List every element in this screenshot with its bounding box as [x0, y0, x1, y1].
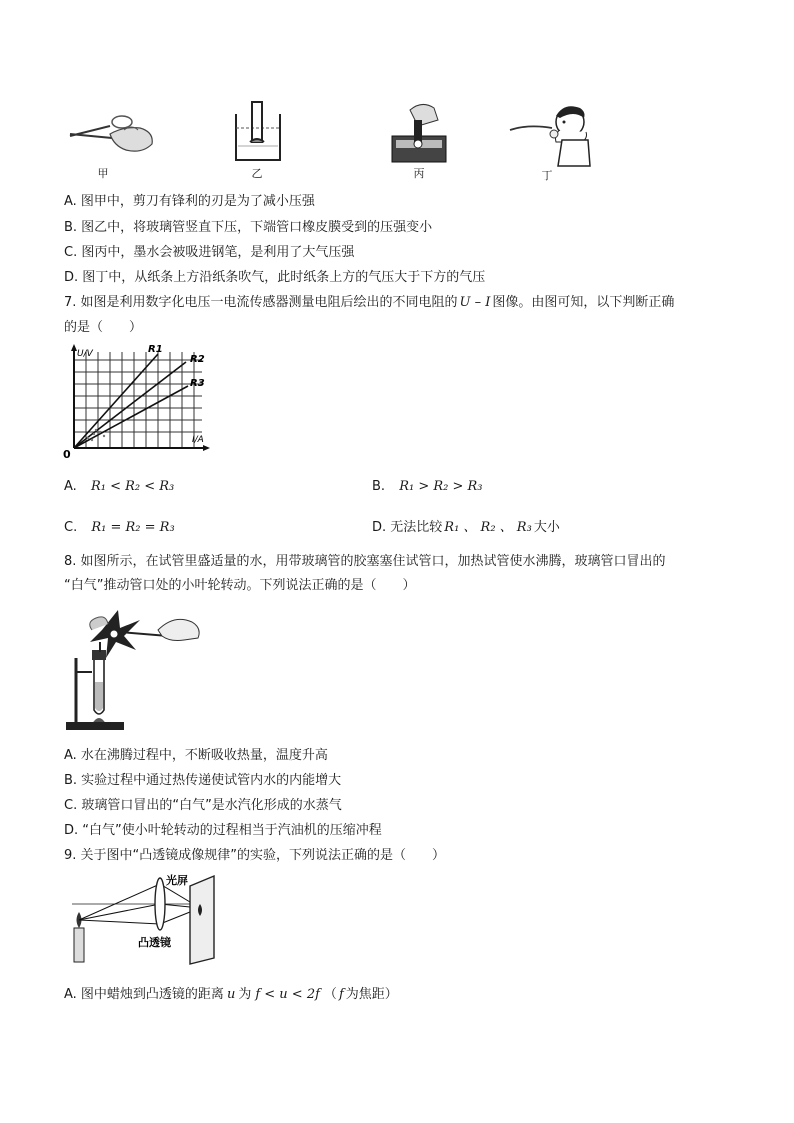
graph-origin-label: 0: [63, 448, 71, 461]
lens-experiment-lens-label: 凸透镜: [138, 936, 171, 949]
q7-option-c: [64, 519, 175, 537]
figure-bing-pen-ink: [388, 100, 450, 164]
q7-option-c-letter: C.: [64, 520, 78, 535]
q6-option-b: B. 图乙中，将玻璃管竖直下压，下端管口橡皮膜受到的压强变小: [64, 220, 433, 235]
figure-test-tube-pinwheel: [62, 602, 212, 734]
q7-option-b-math: R₁ > R₂ > R₃: [399, 479, 483, 494]
q9-option-a-text-3: （: [323, 987, 337, 1002]
q8-stem-line-2: “白气”推动管口处的小叶轮转动。下列说法正确的是（ ）: [64, 578, 416, 593]
figure-label-jia: 甲: [97, 167, 109, 180]
q7-option-d: [372, 519, 560, 537]
q7-option-d-text: D. 无法比较: [372, 520, 443, 535]
figure-ding-boy-blowing-paper: [508, 96, 598, 168]
q9-option-a-text-4: 为焦距）: [345, 987, 398, 1002]
q7-option-b: [372, 478, 483, 496]
q7-stem-end: 图像。由图可知，以下判断正确: [492, 295, 675, 310]
ui-graph: [62, 342, 212, 462]
q7-stem-line-2: 的是（ ）: [64, 320, 143, 335]
figure-label-yi: 乙: [251, 167, 263, 180]
q8-stem-line-1: 8. 如图所示，在试管里盛适量的水，用带玻璃管的胶塞塞住试管口，加热试管使水沸腾，玻璃管口冒出的: [64, 554, 666, 569]
q6-option-d: D. 图丁中，从纸条上方沿纸条吹气，此时纸条上方的气压大于下方的气压: [64, 270, 486, 285]
graph-label-r3: R3: [190, 378, 205, 389]
q7-stem-text: 7. 如图是利用数字化电压一电流传感器测量电阻后绘出的不同电阻的: [64, 295, 458, 310]
q7-option-a-math: R₁ < R₂ < R₃: [90, 479, 175, 494]
q7-option-d-end: 大小: [533, 520, 560, 535]
q7-stem-line-1: [64, 294, 674, 312]
figure-convex-lens-experiment: [62, 874, 222, 966]
q6-option-a: A. 图甲中，剪刀有锋利的刃是为了减小压强: [64, 194, 315, 209]
graph-label-r1: R1: [148, 344, 163, 355]
q7-option-c-math: R₁ = R₂ = R₃: [91, 520, 175, 535]
q9-option-a-text-2: 为: [238, 987, 252, 1002]
figure-label-ding: 丁: [541, 169, 553, 182]
graph-x-axis-label: I/A: [192, 435, 204, 445]
figure-yi-glass-tube-in-water: [228, 100, 288, 164]
graph-line-r2: [74, 362, 186, 448]
q8-option-b: B. 实验过程中通过热传递使试管内水的内能增大: [64, 773, 342, 788]
q8-option-c: C. 玻璃管口冒出的“白气”是水汽化形成的水蒸气: [64, 798, 342, 813]
q9-stem: 9. 关于图中“凸透镜成像规律”的实验，下列说法正确的是（ ）: [64, 848, 446, 863]
q9-option-a-math: f < u < 2f: [255, 987, 320, 1002]
q9-option-a-u: u: [226, 987, 236, 1002]
q8-option-d: D. “白气”使小叶轮转动的过程相当于汽油机的压缩冲程: [64, 823, 382, 838]
figure-jia-scissors: [62, 104, 162, 164]
q9-option-a-f: f: [338, 987, 344, 1002]
q9-option-a: [64, 986, 398, 1004]
graph-line-r3: [74, 386, 188, 448]
q9-option-a-text-1: A. 图中蜡烛到凸透镜的距离: [64, 987, 224, 1002]
graph-line-r1: [74, 354, 158, 448]
q7-stem-math: U – I: [459, 295, 491, 310]
q7-option-a: [64, 478, 174, 496]
q6-option-c: C. 图丙中，墨水会被吸进钢笔，是利用了大气压强: [64, 245, 355, 260]
graph-label-r2: R2: [190, 354, 205, 365]
figure-label-bing: 丙: [413, 167, 425, 180]
q7-option-b-letter: B.: [372, 479, 386, 494]
graph-y-axis-label: U/V: [77, 349, 93, 359]
q8-option-a: A. 水在沸腾过程中，不断吸收热量，温度升高: [64, 748, 328, 763]
q7-option-d-math: R₁ 、 R₂ 、 R₃: [444, 520, 532, 535]
lens-experiment-screen-label: 光屏: [166, 874, 188, 887]
q7-option-a-letter: A.: [64, 479, 77, 494]
